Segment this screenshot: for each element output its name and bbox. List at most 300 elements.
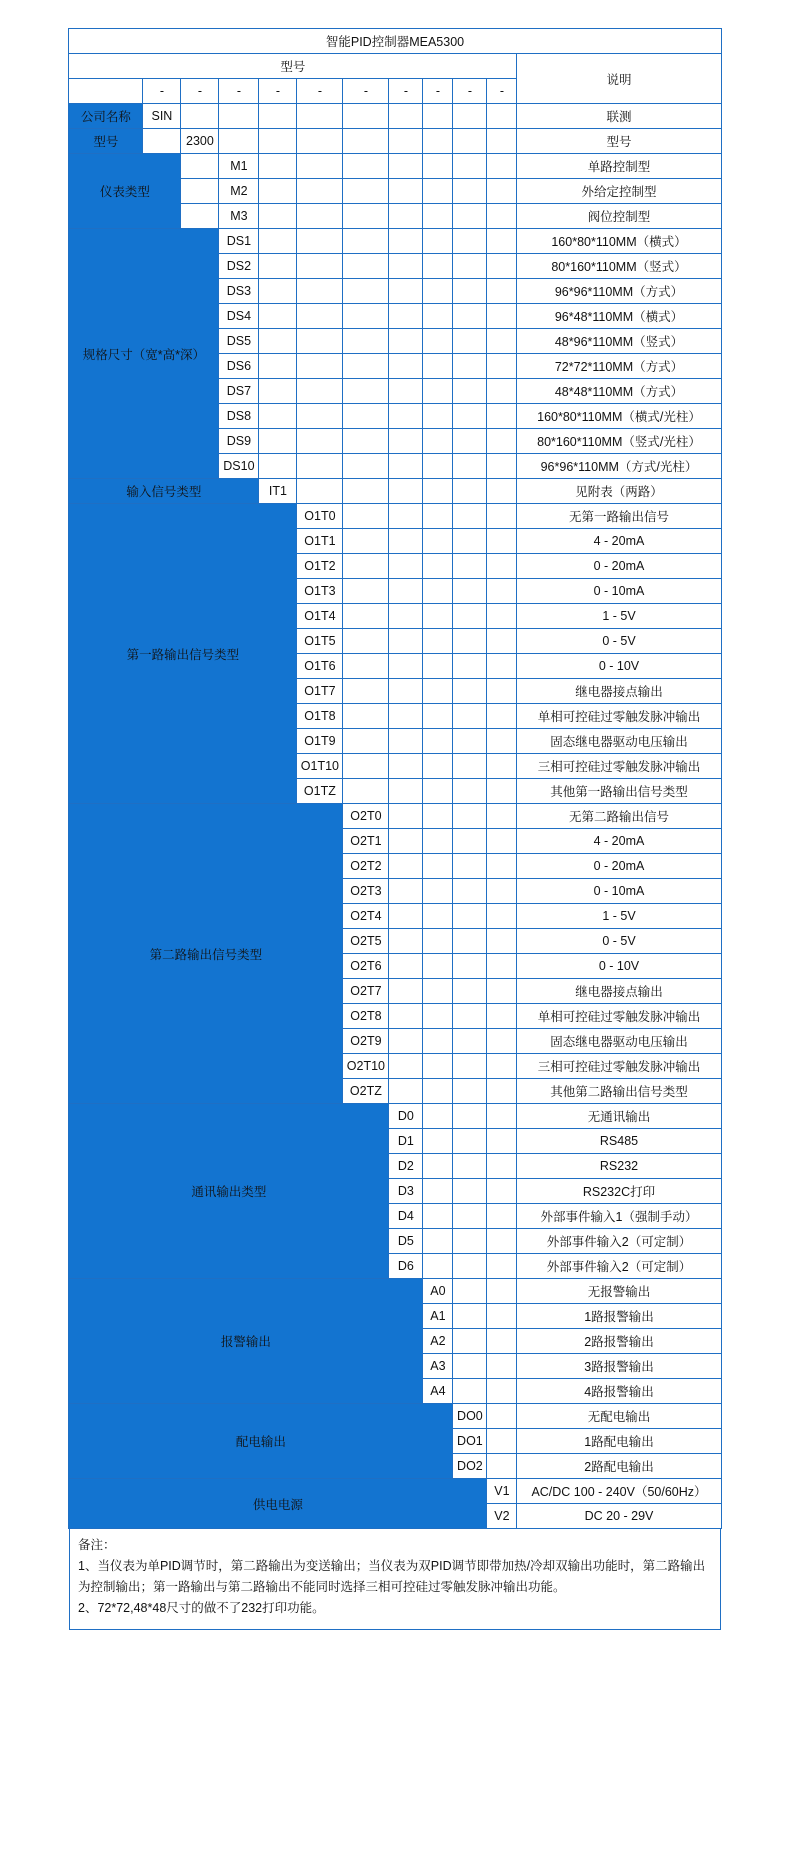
blank — [453, 279, 487, 304]
blank — [389, 629, 423, 654]
blank — [453, 304, 487, 329]
blank — [487, 204, 517, 229]
blank — [423, 654, 453, 679]
desc-O2T4: 1 - 5V — [517, 904, 721, 929]
blank — [487, 104, 517, 129]
blank — [453, 1279, 487, 1304]
code-O1T3: O1T3 — [297, 579, 343, 604]
desc-DS10: 96*96*110MM（方式/光柱） — [517, 454, 721, 479]
blank — [423, 729, 453, 754]
dash-cell-10: - — [487, 79, 517, 104]
blank — [423, 129, 453, 154]
blank — [343, 304, 389, 329]
code-O1T8: O1T8 — [297, 704, 343, 729]
blank — [343, 729, 389, 754]
notes-line-2: 2、72*72,48*48尺寸的做不了232打印功能。 — [78, 1601, 325, 1615]
blank — [143, 129, 181, 154]
blank — [297, 379, 343, 404]
desc-O1T5: 0 - 5V — [517, 629, 721, 654]
code-DS4: DS4 — [219, 304, 259, 329]
desc-O1T8: 单相可控硅过零触发脉冲输出 — [517, 704, 721, 729]
code-A4: A4 — [423, 1379, 453, 1404]
blank — [423, 154, 453, 179]
blank — [423, 529, 453, 554]
blank — [453, 554, 487, 579]
blank — [389, 579, 423, 604]
code-DO1: DO1 — [453, 1429, 487, 1454]
desc-DS4: 96*48*110MM（横式） — [517, 304, 721, 329]
code-V2: V2 — [487, 1504, 517, 1529]
code-DS5: DS5 — [219, 329, 259, 354]
label-output1: 第一路输出信号类型 — [69, 504, 297, 804]
blank — [487, 1129, 517, 1154]
code-O1TZ: O1TZ — [297, 779, 343, 804]
dash-cell-6: - — [343, 79, 389, 104]
blank — [343, 779, 389, 804]
blank — [487, 954, 517, 979]
desc-O2T8: 单相可控硅过零触发脉冲输出 — [517, 1004, 721, 1029]
blank — [453, 654, 487, 679]
desc-model: 型号 — [517, 129, 721, 154]
blank — [487, 354, 517, 379]
blank — [487, 1079, 517, 1104]
blank — [423, 1229, 453, 1254]
code-O2T10: O2T10 — [343, 1054, 389, 1079]
desc-DS3: 96*96*110MM（方式） — [517, 279, 721, 304]
blank — [453, 454, 487, 479]
blank — [487, 904, 517, 929]
blank — [423, 454, 453, 479]
blank — [423, 629, 453, 654]
blank — [453, 1304, 487, 1329]
dash-cell-9: - — [453, 79, 487, 104]
blank — [389, 279, 423, 304]
blank — [343, 454, 389, 479]
desc-M2: 外给定控制型 — [517, 179, 721, 204]
blank — [343, 579, 389, 604]
desc-O2T3: 0 - 10mA — [517, 879, 721, 904]
code-D5: D5 — [389, 1229, 423, 1254]
blank — [389, 379, 423, 404]
blank — [453, 1079, 487, 1104]
blank — [423, 1029, 453, 1054]
blank — [487, 779, 517, 804]
blank — [487, 979, 517, 1004]
code-O2T3: O2T3 — [343, 879, 389, 904]
desc-A3: 3路报警输出 — [517, 1354, 721, 1379]
blank — [389, 929, 423, 954]
label-output2: 第二路输出信号类型 — [69, 804, 343, 1104]
blank — [487, 1179, 517, 1204]
blank — [487, 1104, 517, 1129]
blank — [297, 454, 343, 479]
blank — [453, 379, 487, 404]
blank — [453, 229, 487, 254]
code-M3: M3 — [219, 204, 259, 229]
code-O2T9: O2T9 — [343, 1029, 389, 1054]
blank — [259, 454, 297, 479]
blank — [343, 404, 389, 429]
desc-A0: 无报警输出 — [517, 1279, 721, 1304]
blank — [487, 604, 517, 629]
blank — [453, 929, 487, 954]
blank — [487, 1254, 517, 1279]
blank — [487, 679, 517, 704]
label-power-supply: 供电电源 — [69, 1479, 487, 1529]
dash-cell-2: - — [181, 79, 219, 104]
blank — [389, 854, 423, 879]
code-O1T9: O1T9 — [297, 729, 343, 754]
spec-table-body — [69, 29, 721, 1529]
code-M1: M1 — [219, 154, 259, 179]
blank — [343, 554, 389, 579]
blank — [297, 354, 343, 379]
blank — [343, 529, 389, 554]
code-O2T4: O2T4 — [343, 904, 389, 929]
blank — [487, 729, 517, 754]
blank — [487, 1404, 517, 1429]
spec-table — [68, 28, 721, 1529]
blank — [389, 554, 423, 579]
blank — [453, 854, 487, 879]
notes-section — [69, 1529, 721, 1630]
blank — [487, 179, 517, 204]
blank — [453, 354, 487, 379]
code-O1T10: O1T10 — [297, 754, 343, 779]
row-size-0 — [69, 229, 721, 254]
blank — [423, 704, 453, 729]
blank — [343, 229, 389, 254]
code-DS1: DS1 — [219, 229, 259, 254]
blank — [389, 879, 423, 904]
row-supply-0 — [69, 1479, 721, 1504]
blank — [453, 154, 487, 179]
blank — [389, 954, 423, 979]
blank — [343, 379, 389, 404]
blank — [343, 679, 389, 704]
blank — [453, 504, 487, 529]
blank — [453, 179, 487, 204]
dash-cell-5: - — [297, 79, 343, 104]
label-size: 规格尺寸（宽*高*深） — [69, 229, 219, 479]
row-out2-0 — [69, 804, 721, 829]
blank — [343, 704, 389, 729]
blank — [297, 429, 343, 454]
desc-V1: AC/DC 100 - 240V（50/60Hz） — [517, 1479, 721, 1504]
desc-D3: RS232C打印 — [517, 1179, 721, 1204]
blank — [453, 429, 487, 454]
blank — [343, 479, 389, 504]
blank — [423, 304, 453, 329]
blank — [297, 229, 343, 254]
blank — [343, 279, 389, 304]
notes-line-1: 1、当仪表为单PID调节时，第二路输出为变送输出；当仪表为双PID调节即带加热/冷却双输出功能时，第二路输出为控制输出；第一路输出与第二路输出不能同时选择三相可控硅过零触发脉冲输出功能。 — [78, 1559, 706, 1594]
desc-O1T7: 继电器接点输出 — [517, 679, 721, 704]
blank — [343, 254, 389, 279]
code-O2T1: O2T1 — [343, 829, 389, 854]
blank — [423, 579, 453, 604]
code-D3: D3 — [389, 1179, 423, 1204]
blank — [181, 104, 219, 129]
blank — [423, 104, 453, 129]
blank — [487, 1329, 517, 1354]
blank — [389, 1004, 423, 1029]
code-IT1: IT1 — [259, 479, 297, 504]
blank — [297, 404, 343, 429]
blank — [389, 1079, 423, 1104]
desc-O1T9: 固态继电器驱动电压输出 — [517, 729, 721, 754]
code-D6: D6 — [389, 1254, 423, 1279]
desc-A1: 1路报警输出 — [517, 1304, 721, 1329]
label-communication: 通讯输出类型 — [69, 1104, 389, 1279]
blank — [297, 129, 343, 154]
code-O1T4: O1T4 — [297, 604, 343, 629]
blank — [389, 179, 423, 204]
code-A2: A2 — [423, 1329, 453, 1354]
desc-DS2: 80*160*110MM（竖式） — [517, 254, 721, 279]
blank — [343, 179, 389, 204]
desc-O2T0: 无第二路输出信号 — [517, 804, 721, 829]
blank — [423, 1129, 453, 1154]
blank — [453, 979, 487, 1004]
blank — [453, 879, 487, 904]
blank — [219, 129, 259, 154]
desc-O1TZ: 其他第一路输出信号类型 — [517, 779, 721, 804]
desc-O2TZ: 其他第二路输出信号类型 — [517, 1079, 721, 1104]
blank — [453, 1354, 487, 1379]
code-model: 2300 — [181, 129, 219, 154]
blank — [389, 329, 423, 354]
blank — [423, 879, 453, 904]
blank — [453, 1004, 487, 1029]
blank — [423, 429, 453, 454]
blank — [389, 104, 423, 129]
blank — [487, 379, 517, 404]
blank — [487, 754, 517, 779]
dash-cell-0 — [69, 79, 143, 104]
blank — [487, 1054, 517, 1079]
blank — [423, 854, 453, 879]
desc-O2T5: 0 - 5V — [517, 929, 721, 954]
blank — [389, 354, 423, 379]
desc-DS9: 80*160*110MM（竖式/光柱） — [517, 429, 721, 454]
blank — [453, 729, 487, 754]
desc-O1T0: 无第一路输出信号 — [517, 504, 721, 529]
blank — [423, 1079, 453, 1104]
desc-O2T9: 固态继电器驱动电压输出 — [517, 1029, 721, 1054]
blank — [487, 804, 517, 829]
blank — [259, 404, 297, 429]
blank — [487, 129, 517, 154]
code-O1T6: O1T6 — [297, 654, 343, 679]
blank — [389, 779, 423, 804]
blank — [423, 279, 453, 304]
blank — [453, 1204, 487, 1229]
blank — [343, 154, 389, 179]
code-DO0: DO0 — [453, 1404, 487, 1429]
dash-cell-1: - — [143, 79, 181, 104]
blank — [343, 104, 389, 129]
desc-A4: 4路报警输出 — [517, 1379, 721, 1404]
blank — [453, 579, 487, 604]
blank — [423, 1154, 453, 1179]
blank — [487, 554, 517, 579]
row-input-signal — [69, 479, 721, 504]
desc-M3: 阀位控制型 — [517, 204, 721, 229]
blank — [487, 1204, 517, 1229]
blank — [181, 179, 219, 204]
blank — [423, 1254, 453, 1279]
blank — [487, 1029, 517, 1054]
blank — [487, 1154, 517, 1179]
desc-D4: 外部事件输入1（强制手动） — [517, 1204, 721, 1229]
code-A1: A1 — [423, 1304, 453, 1329]
desc-O1T4: 1 - 5V — [517, 604, 721, 629]
blank — [259, 154, 297, 179]
blank — [343, 329, 389, 354]
blank — [389, 204, 423, 229]
blank — [389, 454, 423, 479]
blank — [453, 629, 487, 654]
blank — [389, 479, 423, 504]
desc-O2T2: 0 - 20mA — [517, 854, 721, 879]
blank — [389, 254, 423, 279]
blank — [389, 404, 423, 429]
blank — [487, 229, 517, 254]
code-O1T5: O1T5 — [297, 629, 343, 654]
blank — [487, 704, 517, 729]
desc-O1T6: 0 - 10V — [517, 654, 721, 679]
blank — [453, 479, 487, 504]
desc-O1T1: 4 - 20mA — [517, 529, 721, 554]
code-O2T5: O2T5 — [343, 929, 389, 954]
blank — [423, 1179, 453, 1204]
model-header-label: 型号 — [69, 54, 517, 79]
row-instrument-type-0 — [69, 154, 721, 179]
blank — [453, 404, 487, 429]
row-power-out-0 — [69, 1404, 721, 1429]
blank — [297, 304, 343, 329]
blank — [423, 679, 453, 704]
desc-V2: DC 20 - 29V — [517, 1504, 721, 1529]
code-DS6: DS6 — [219, 354, 259, 379]
code-O2T7: O2T7 — [343, 979, 389, 1004]
blank — [297, 154, 343, 179]
code-D4: D4 — [389, 1204, 423, 1229]
blank — [487, 279, 517, 304]
blank — [487, 929, 517, 954]
blank — [487, 529, 517, 554]
code-D0: D0 — [389, 1104, 423, 1129]
blank — [389, 504, 423, 529]
blank — [423, 254, 453, 279]
blank — [453, 1104, 487, 1129]
blank — [487, 404, 517, 429]
blank — [259, 279, 297, 304]
label-input-signal: 输入信号类型 — [69, 479, 259, 504]
blank — [453, 204, 487, 229]
blank — [423, 904, 453, 929]
desc-O1T10: 三相可控硅过零触发脉冲输出 — [517, 754, 721, 779]
desc-O2T6: 0 - 10V — [517, 954, 721, 979]
code-D2: D2 — [389, 1154, 423, 1179]
blank — [453, 1379, 487, 1404]
dash-cell-3: - — [219, 79, 259, 104]
blank — [453, 1329, 487, 1354]
blank — [423, 604, 453, 629]
blank — [343, 754, 389, 779]
desc-DS7: 48*48*110MM（方式） — [517, 379, 721, 404]
desc-IT1: 见附表（两路） — [517, 479, 721, 504]
blank — [453, 1054, 487, 1079]
label-company: 公司名称 — [69, 104, 143, 129]
row-comm-0 — [69, 1104, 721, 1129]
blank — [487, 1229, 517, 1254]
blank — [453, 704, 487, 729]
blank — [389, 229, 423, 254]
desc-O2T1: 4 - 20mA — [517, 829, 721, 854]
desc-DS5: 48*96*110MM（竖式） — [517, 329, 721, 354]
blank — [487, 579, 517, 604]
code-O1T2: O1T2 — [297, 554, 343, 579]
blank — [259, 354, 297, 379]
blank — [259, 204, 297, 229]
blank — [343, 429, 389, 454]
blank — [487, 1429, 517, 1454]
blank — [453, 1229, 487, 1254]
blank — [423, 1054, 453, 1079]
blank — [389, 804, 423, 829]
blank — [453, 1254, 487, 1279]
label-power-distribution: 配电输出 — [69, 1404, 453, 1479]
blank — [487, 879, 517, 904]
blank — [219, 104, 259, 129]
blank — [389, 754, 423, 779]
blank — [453, 1029, 487, 1054]
blank — [389, 829, 423, 854]
blank — [423, 229, 453, 254]
blank — [453, 254, 487, 279]
code-O2T2: O2T2 — [343, 854, 389, 879]
blank — [423, 929, 453, 954]
blank — [487, 1379, 517, 1404]
code-O1T0: O1T0 — [297, 504, 343, 529]
blank — [423, 504, 453, 529]
blank — [453, 754, 487, 779]
code-A0: A0 — [423, 1279, 453, 1304]
desc-O1T3: 0 - 10mA — [517, 579, 721, 604]
blank — [453, 904, 487, 929]
code-O2T0: O2T0 — [343, 804, 389, 829]
blank — [259, 254, 297, 279]
page-title: 智能PID控制器MEA5300 — [69, 29, 721, 54]
desc-DO0: 无配电输出 — [517, 1404, 721, 1429]
blank — [423, 954, 453, 979]
blank — [389, 529, 423, 554]
blank — [389, 679, 423, 704]
blank — [343, 654, 389, 679]
blank — [423, 329, 453, 354]
code-company: SIN — [143, 104, 181, 129]
desc-DO1: 1路配电输出 — [517, 1429, 721, 1454]
desc-D0: 无通讯输出 — [517, 1104, 721, 1129]
blank — [343, 129, 389, 154]
blank — [423, 754, 453, 779]
blank — [487, 254, 517, 279]
blank — [297, 254, 343, 279]
blank — [423, 204, 453, 229]
blank — [259, 379, 297, 404]
